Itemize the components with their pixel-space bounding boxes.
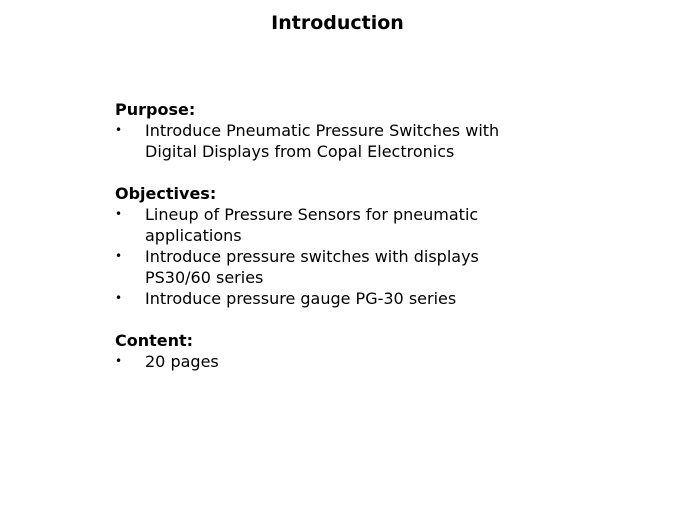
content-heading: Content: — [115, 331, 194, 350]
bullet-icon: • — [115, 249, 123, 263]
bullet-icon: • — [115, 123, 123, 137]
slide-body — [115, 99, 655, 393]
bullet-icon: • — [115, 291, 123, 305]
content-section — [115, 330, 655, 372]
slide-title: Introduction — [271, 12, 404, 34]
list-item — [115, 204, 545, 246]
content-list — [115, 351, 655, 372]
bullet-text: 20 pages — [145, 352, 219, 371]
purpose-list — [115, 120, 655, 162]
list-item — [115, 351, 545, 372]
bullet-text: Introduce Pneumatic Pressure Switches with Digital Displays from Copal Electronics — [145, 121, 500, 161]
objectives-heading: Objectives: — [115, 184, 217, 203]
bullet-icon: • — [115, 354, 123, 368]
purpose-heading: Purpose: — [115, 100, 196, 119]
bullet-text: Lineup of Pressure Sensors for pneumatic applications — [145, 205, 479, 245]
list-item — [115, 288, 545, 309]
list-item — [115, 120, 545, 162]
purpose-section — [115, 99, 655, 162]
bullet-icon: • — [115, 207, 123, 221]
objectives-section — [115, 183, 655, 309]
objectives-list — [115, 204, 655, 309]
bullet-text: Introduce pressure gauge PG-30 series — [145, 289, 457, 308]
bullet-text: Introduce pressure switches with displays PS30/60 series — [145, 247, 479, 287]
list-item — [115, 246, 545, 288]
